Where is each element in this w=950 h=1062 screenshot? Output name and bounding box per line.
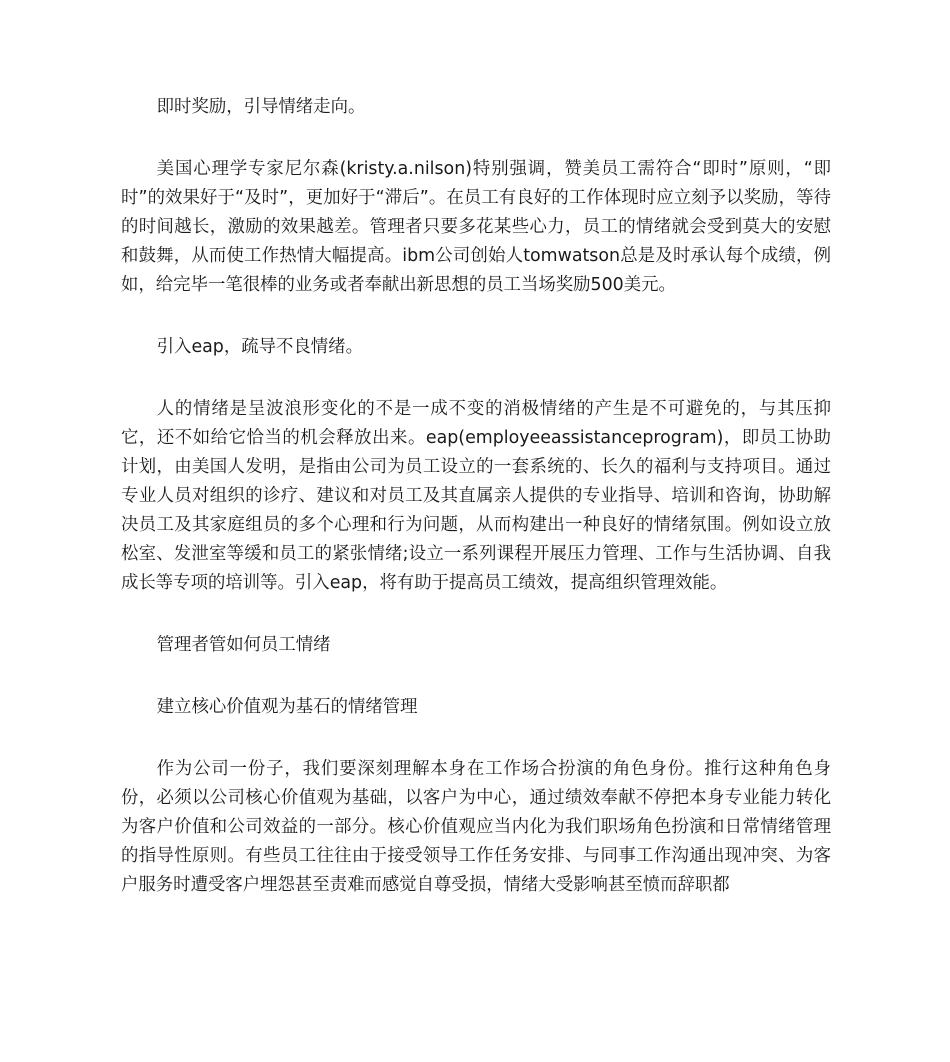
paragraph-nilson: 美国心理学专家尼尔森(kristy.a.nilson)特别强调，赞美员工需符合“即时”原则，“即时”的效果好于“及时”，更加好于“滞后”。在员工有良好的工作体现时应立刻予以奖励，等待的时间越长，激励的效果越差。管理者只要多花某些心力，员工的情绪就会受到莫大的安慰和鼓舞，从而使工作热情大幅提高。ibm公司创始人tomwatson总是及时承认每个成绩，例如，给完毕一笔很棒的业务或者奉献出新思想的员工当场奖励500美元。 xyxy=(121,159,831,295)
paragraph-core-values: 作为公司一份子，我们要深刻理解本身在工作场合扮演的角色身份。推行这种角色身份，必须以公司核心价值观为基础，以客户为中心，通过绩效奉献不停把本身专业能力转化为客户价值和公司效益的一部分。核心价值观应当内化为我们职场角色扮演和日常情绪管理的指导性原则。有些员工往往由于接受领导工作任务安排、与同事工作沟通出现冲突、为客户服务时遭受客户埋怨甚至责难而感觉自尊受损，情绪大受影响甚至愤而辞职都 xyxy=(121,759,831,895)
paragraph-eap: 人的情绪是呈波浪形变化的不是一成不变的消极情绪的产生是不可避免的，与其压抑它，还不如给它恰当的机会释放出来。eap(employeeassistanceprogram)，即员工协助计划，由美国人发明，是指由公司为员工设立的一套系统的、长久的福利与支持项目。通过专业人员对组织的诊疗、建议和对员工及其直属亲人提供的专业指导、培训和咨询，协助解决员工及其家庭组员的多个心理和行为问题，从而构建出一种良好的情绪氛围。例如设立放松室、发泄室等缓和员工的紧张情绪;设立一系列课程开展压力管理、工作与生活协调、自我成长等专项的培训等。引入eap，将有助于提高员工绩效，提高组织管理效能。 xyxy=(121,399,831,593)
document-body xyxy=(121,93,831,933)
heading-introduce-eap: 引入eap，疏导不良情绪。 xyxy=(156,337,363,357)
heading-core-values: 建立核心价值观为基石的情绪管理 xyxy=(156,697,418,717)
heading-instant-reward: 即时奖励，引导情绪走向。 xyxy=(156,97,366,117)
heading-manage-emotions: 管理者管如何员工情绪 xyxy=(156,635,331,655)
